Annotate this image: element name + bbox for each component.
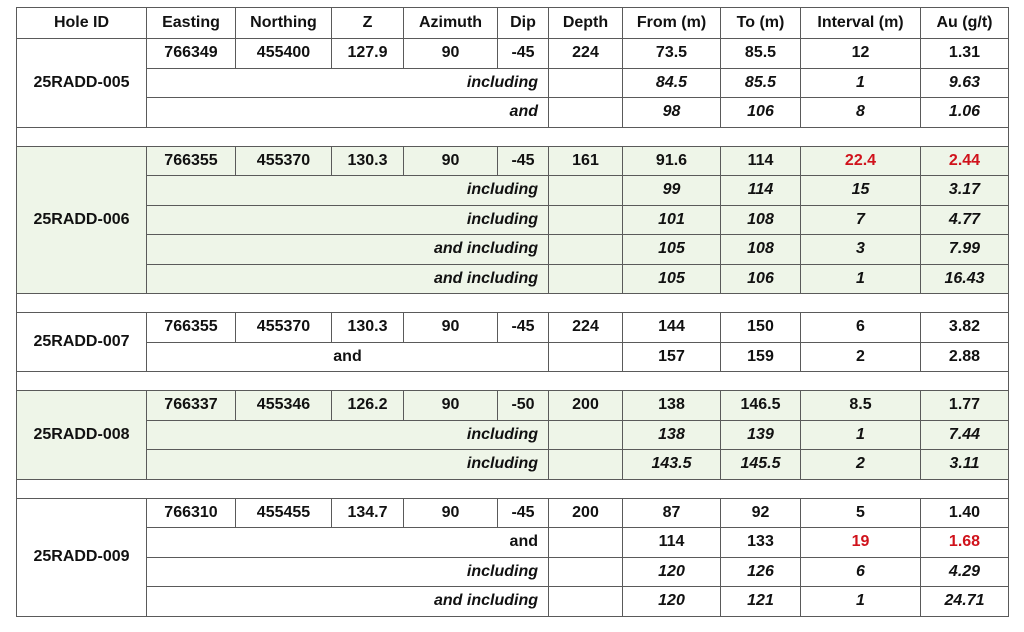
au-grade-cell: 1.06 xyxy=(921,98,1009,128)
table-row xyxy=(17,98,1009,128)
dip-cell: -50 xyxy=(498,391,549,421)
table-row xyxy=(17,235,1009,265)
qualifier-cell: and including xyxy=(147,264,549,294)
qualifier-cell: including xyxy=(147,176,549,206)
to-cell: 108 xyxy=(721,205,801,235)
depth-cell-empty xyxy=(549,528,623,558)
interval-cell: 22.4 xyxy=(801,146,921,176)
easting-cell: 766355 xyxy=(147,146,236,176)
from-cell: 105 xyxy=(623,264,721,294)
interval-cell: 1 xyxy=(801,420,921,450)
to-cell: 114 xyxy=(721,146,801,176)
depth-cell-empty xyxy=(549,450,623,480)
azimuth-cell: 90 xyxy=(404,391,498,421)
au-grade-cell: 1.68 xyxy=(921,528,1009,558)
from-cell: 91.6 xyxy=(623,146,721,176)
table-row xyxy=(17,313,1009,343)
qualifier-cell: including xyxy=(147,68,549,98)
to-cell: 106 xyxy=(721,98,801,128)
au-grade-cell: 24.71 xyxy=(921,587,1009,617)
interval-cell: 1 xyxy=(801,68,921,98)
depth-cell-empty xyxy=(549,557,623,587)
au-grade-cell: 1.31 xyxy=(921,39,1009,69)
to-cell: 92 xyxy=(721,498,801,528)
interval-cell: 5 xyxy=(801,498,921,528)
easting-cell: 766355 xyxy=(147,313,236,343)
hole-id-cell: 25RADD-005 xyxy=(17,39,147,128)
interval-cell: 8 xyxy=(801,98,921,128)
from-cell: 105 xyxy=(623,235,721,265)
from-cell: 98 xyxy=(623,98,721,128)
northing-cell: 455400 xyxy=(236,39,332,69)
qualifier-cell: and xyxy=(147,342,549,372)
to-cell: 146.5 xyxy=(721,391,801,421)
table-row xyxy=(17,391,1009,421)
hole-id-cell: 25RADD-007 xyxy=(17,313,147,372)
depth-cell-empty xyxy=(549,342,623,372)
qualifier-cell: and xyxy=(147,98,549,128)
easting-cell: 766337 xyxy=(147,391,236,421)
dip-cell: -45 xyxy=(498,39,549,69)
depth-cell-empty xyxy=(549,176,623,206)
header-row xyxy=(17,8,1009,39)
depth-cell: 224 xyxy=(549,313,623,343)
from-cell: 157 xyxy=(623,342,721,372)
to-cell: 106 xyxy=(721,264,801,294)
au-grade-cell: 4.29 xyxy=(921,557,1009,587)
header-depth: Depth xyxy=(549,8,623,39)
depth-cell-empty xyxy=(549,264,623,294)
to-cell: 85.5 xyxy=(721,39,801,69)
depth-cell-empty xyxy=(549,420,623,450)
drill-results-table xyxy=(16,7,1009,617)
from-cell: 120 xyxy=(623,587,721,617)
to-cell: 126 xyxy=(721,557,801,587)
au-grade-cell: 1.77 xyxy=(921,391,1009,421)
northing-cell: 455370 xyxy=(236,146,332,176)
au-grade-cell: 1.40 xyxy=(921,498,1009,528)
group-spacer-row xyxy=(17,294,1009,313)
header-z: Z xyxy=(332,8,404,39)
spacer-cell xyxy=(17,294,1009,313)
azimuth-cell: 90 xyxy=(404,39,498,69)
table-row xyxy=(17,420,1009,450)
to-cell: 139 xyxy=(721,420,801,450)
from-cell: 99 xyxy=(623,176,721,206)
spacer-cell xyxy=(17,479,1009,498)
table-row xyxy=(17,342,1009,372)
from-cell: 143.5 xyxy=(623,450,721,480)
header-from: From (m) xyxy=(623,8,721,39)
depth-cell-empty xyxy=(549,205,623,235)
z-cell: 130.3 xyxy=(332,313,404,343)
header-au: Au (g/t) xyxy=(921,8,1009,39)
interval-cell: 1 xyxy=(801,587,921,617)
to-cell: 114 xyxy=(721,176,801,206)
header-dip: Dip xyxy=(498,8,549,39)
qualifier-cell: and xyxy=(147,528,549,558)
azimuth-cell: 90 xyxy=(404,146,498,176)
depth-cell-empty xyxy=(549,68,623,98)
table-row xyxy=(17,176,1009,206)
interval-cell: 19 xyxy=(801,528,921,558)
qualifier-cell: including xyxy=(147,420,549,450)
from-cell: 138 xyxy=(623,420,721,450)
header-easting: Easting xyxy=(147,8,236,39)
from-cell: 120 xyxy=(623,557,721,587)
interval-cell: 7 xyxy=(801,205,921,235)
au-grade-cell: 7.44 xyxy=(921,420,1009,450)
au-grade-cell: 9.63 xyxy=(921,68,1009,98)
northing-cell: 455370 xyxy=(236,313,332,343)
z-cell: 134.7 xyxy=(332,498,404,528)
depth-cell-empty xyxy=(549,587,623,617)
header-northing: Northing xyxy=(236,8,332,39)
table-row xyxy=(17,587,1009,617)
from-cell: 73.5 xyxy=(623,39,721,69)
depth-cell: 200 xyxy=(549,498,623,528)
table-row xyxy=(17,450,1009,480)
header-hole-id: Hole ID xyxy=(17,8,147,39)
depth-cell-empty xyxy=(549,235,623,265)
spacer-cell xyxy=(17,372,1009,391)
to-cell: 145.5 xyxy=(721,450,801,480)
from-cell: 87 xyxy=(623,498,721,528)
hole-id-cell: 25RADD-006 xyxy=(17,146,147,294)
depth-cell: 200 xyxy=(549,391,623,421)
header-interval: Interval (m) xyxy=(801,8,921,39)
table-row xyxy=(17,557,1009,587)
to-cell: 133 xyxy=(721,528,801,558)
easting-cell: 766349 xyxy=(147,39,236,69)
interval-cell: 15 xyxy=(801,176,921,206)
hole-id-cell: 25RADD-009 xyxy=(17,498,147,616)
spacer-cell xyxy=(17,127,1009,146)
interval-cell: 1 xyxy=(801,264,921,294)
au-grade-cell: 7.99 xyxy=(921,235,1009,265)
header-azimuth: Azimuth xyxy=(404,8,498,39)
table-row xyxy=(17,146,1009,176)
interval-cell: 8.5 xyxy=(801,391,921,421)
qualifier-cell: including xyxy=(147,450,549,480)
to-cell: 121 xyxy=(721,587,801,617)
azimuth-cell: 90 xyxy=(404,498,498,528)
from-cell: 101 xyxy=(623,205,721,235)
header-to: To (m) xyxy=(721,8,801,39)
z-cell: 130.3 xyxy=(332,146,404,176)
interval-cell: 2 xyxy=(801,450,921,480)
to-cell: 85.5 xyxy=(721,68,801,98)
au-grade-cell: 3.82 xyxy=(921,313,1009,343)
table-row xyxy=(17,39,1009,69)
z-cell: 126.2 xyxy=(332,391,404,421)
table-row xyxy=(17,205,1009,235)
dip-cell: -45 xyxy=(498,146,549,176)
interval-cell: 12 xyxy=(801,39,921,69)
from-cell: 84.5 xyxy=(623,68,721,98)
from-cell: 138 xyxy=(623,391,721,421)
group-spacer-row xyxy=(17,372,1009,391)
interval-cell: 2 xyxy=(801,342,921,372)
qualifier-cell: including xyxy=(147,205,549,235)
table-row xyxy=(17,264,1009,294)
azimuth-cell: 90 xyxy=(404,313,498,343)
from-cell: 114 xyxy=(623,528,721,558)
depth-cell: 224 xyxy=(549,39,623,69)
au-grade-cell: 3.11 xyxy=(921,450,1009,480)
dip-cell: -45 xyxy=(498,313,549,343)
au-grade-cell: 2.44 xyxy=(921,146,1009,176)
depth-cell-empty xyxy=(549,98,623,128)
table-row xyxy=(17,528,1009,558)
au-grade-cell: 16.43 xyxy=(921,264,1009,294)
northing-cell: 455455 xyxy=(236,498,332,528)
easting-cell: 766310 xyxy=(147,498,236,528)
au-grade-cell: 4.77 xyxy=(921,205,1009,235)
to-cell: 108 xyxy=(721,235,801,265)
hole-id-cell: 25RADD-008 xyxy=(17,391,147,480)
au-grade-cell: 2.88 xyxy=(921,342,1009,372)
depth-cell: 161 xyxy=(549,146,623,176)
table-row xyxy=(17,68,1009,98)
interval-cell: 6 xyxy=(801,313,921,343)
group-spacer-row xyxy=(17,479,1009,498)
to-cell: 150 xyxy=(721,313,801,343)
qualifier-cell: including xyxy=(147,557,549,587)
interval-cell: 6 xyxy=(801,557,921,587)
z-cell: 127.9 xyxy=(332,39,404,69)
from-cell: 144 xyxy=(623,313,721,343)
interval-cell: 3 xyxy=(801,235,921,265)
group-spacer-row xyxy=(17,127,1009,146)
to-cell: 159 xyxy=(721,342,801,372)
table-row xyxy=(17,498,1009,528)
qualifier-cell: and including xyxy=(147,587,549,617)
dip-cell: -45 xyxy=(498,498,549,528)
au-grade-cell: 3.17 xyxy=(921,176,1009,206)
qualifier-cell: and including xyxy=(147,235,549,265)
northing-cell: 455346 xyxy=(236,391,332,421)
